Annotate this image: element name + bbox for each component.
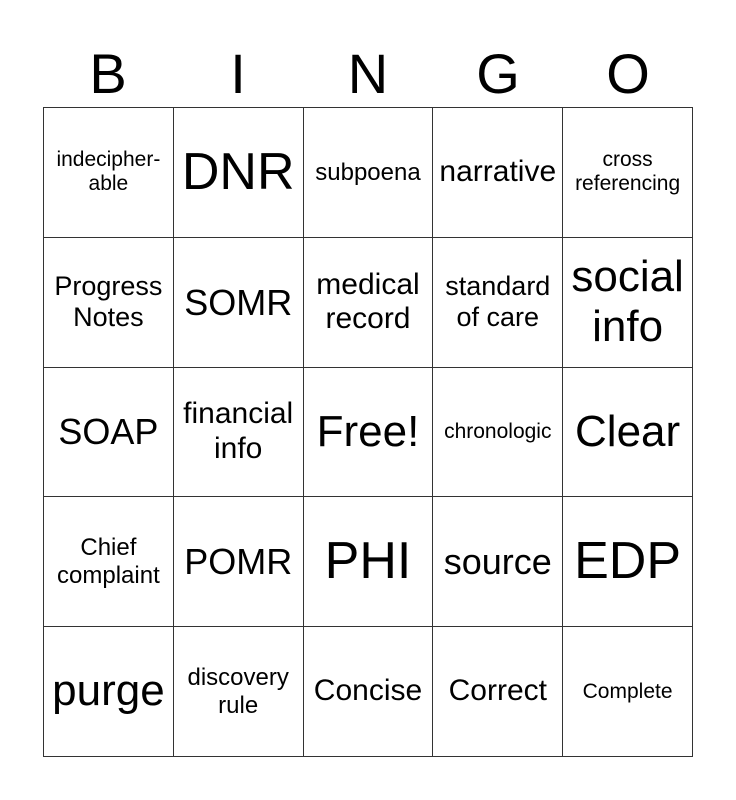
cell-text: Chief complaint xyxy=(57,534,160,589)
cell-text: medical record xyxy=(316,267,420,336)
cell-text: Correct xyxy=(448,674,547,708)
bingo-cell[interactable] xyxy=(44,627,174,757)
cell-text: chronologic xyxy=(444,419,552,443)
bingo-cell[interactable] xyxy=(563,238,693,368)
cell-text: POMR xyxy=(184,541,293,583)
header-letter-n: N xyxy=(347,42,389,105)
cell-text: social info xyxy=(571,251,684,352)
cell-text: indecipher- able xyxy=(56,148,161,196)
cell-text: Concise xyxy=(313,674,423,708)
cell-text: source xyxy=(443,541,552,583)
bingo-cell[interactable] xyxy=(174,238,304,368)
bingo-cell[interactable] xyxy=(433,627,563,757)
bingo-cell[interactable] xyxy=(563,627,693,757)
bingo-cell[interactable] xyxy=(304,497,434,627)
bingo-cell[interactable] xyxy=(563,497,693,627)
cell-text: PHI xyxy=(324,531,412,590)
bingo-cell[interactable] xyxy=(304,627,434,757)
bingo-card xyxy=(43,107,693,757)
cell-text: EDP xyxy=(574,531,682,590)
bingo-cell[interactable] xyxy=(174,627,304,757)
cell-text: discovery rule xyxy=(187,664,289,719)
bingo-cell[interactable] xyxy=(44,497,174,627)
cell-text: financial info xyxy=(183,397,294,465)
bingo-cell[interactable] xyxy=(44,108,174,238)
bingo-cell[interactable] xyxy=(563,108,693,238)
free-space-text: Free! xyxy=(316,406,420,456)
header-letter-i: I xyxy=(230,42,246,105)
bingo-cell[interactable] xyxy=(44,368,174,498)
header-letter-g: G xyxy=(476,42,520,105)
cell-text: Clear xyxy=(575,406,681,456)
cell-text: standard of care xyxy=(445,271,551,333)
bingo-cell[interactable] xyxy=(174,108,304,238)
cell-text: SOAP xyxy=(58,411,159,453)
cell-text: Progress Notes xyxy=(54,271,163,333)
header-letter-b: B xyxy=(89,42,127,105)
cell-text: narrative xyxy=(439,155,557,189)
bingo-cell[interactable] xyxy=(304,238,434,368)
bingo-cell[interactable] xyxy=(304,108,434,238)
bingo-cell[interactable] xyxy=(563,368,693,498)
cell-text: Complete xyxy=(582,679,673,703)
cell-text: subpoena xyxy=(315,158,421,186)
bingo-cell[interactable] xyxy=(174,497,304,627)
cell-text: DNR xyxy=(181,142,295,201)
bingo-header xyxy=(43,42,693,106)
cell-text: SOMR xyxy=(184,281,293,323)
bingo-cell[interactable] xyxy=(44,238,174,368)
header-letter-o: O xyxy=(606,42,650,105)
bingo-cell[interactable] xyxy=(174,368,304,498)
cell-text: purge xyxy=(52,666,165,716)
free-space-cell[interactable] xyxy=(304,368,434,498)
bingo-cell[interactable] xyxy=(433,368,563,498)
bingo-cell[interactable] xyxy=(433,497,563,627)
bingo-cell[interactable] xyxy=(433,108,563,238)
bingo-cell[interactable] xyxy=(433,238,563,368)
cell-text: cross referencing xyxy=(575,148,681,196)
